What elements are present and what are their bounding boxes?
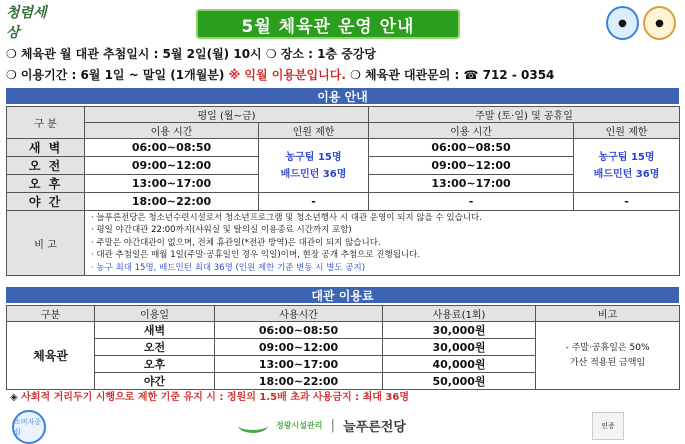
rule-max: 최대 36명: [362, 392, 410, 403]
col-gubun: 구 분: [7, 107, 85, 139]
remarks-label: 비 고: [7, 211, 85, 276]
certification-seal-icon: 인증: [592, 412, 624, 440]
fee-day: 오전: [95, 339, 215, 356]
weekend-limit-badminton: 배드민턴 36명: [593, 168, 660, 180]
usage-table: [6, 106, 680, 276]
fee-amount: 30,000원: [383, 339, 536, 356]
fees-header: 비고: [536, 306, 680, 322]
fee-time: 09:00~12:00: [215, 339, 383, 356]
fees-note-line: - 주말·공휴일은 50%: [565, 342, 650, 353]
fee-amount: 50,000원: [383, 373, 536, 390]
row-label: 오 후: [7, 175, 85, 193]
mascot-yellow-icon: ●: [643, 6, 676, 40]
fees-header: 구분: [7, 306, 95, 322]
weekday-limit-header: 인원 제한: [259, 123, 369, 139]
remark-item: · 늘푸른전당은 청소년수련시설로서 청소년프로그램 및 청소년행사 시 대관 운영이 되지 않을 수 있습니다.: [91, 212, 679, 224]
contact-phone: ❍ 체육관 대관문의 : ☎ 712 - 0354: [345, 68, 555, 82]
weekend-time: 13:00~17:00: [369, 175, 574, 193]
org-sub-name: 정왕시설관리: [276, 421, 323, 430]
org-logo: 청렴세상: [6, 5, 47, 41]
rule-text: 사회적 거리두기 시행으로 제한 기준 유지 시 : 정원의 1.5배 초과 사용금지 :: [21, 392, 363, 403]
usage-period: ❍ 이용기간 : 6월 1일 ~ 말일 (1개월분): [6, 68, 225, 82]
weekend-time: 06:00~08:50: [369, 139, 574, 157]
org-footer-logo: [238, 416, 406, 435]
mascot-blue-icon: ●: [606, 6, 639, 40]
weekend-header: 주말 (토·일) 및 공휴일: [369, 107, 680, 123]
weekend-limit: [574, 139, 680, 193]
fee-day: 오후: [95, 356, 215, 373]
fees-note-line: 가산 적용된 금액임: [569, 357, 646, 368]
next-month-note: ※ 익월 이용분입니다.: [224, 68, 346, 82]
logo-divider: |: [330, 418, 336, 433]
consumer-badge-icon: 소비자중심: [12, 410, 46, 444]
fee-amount: 40,000원: [383, 356, 536, 373]
remark-item-highlight: · 농구 최대 15명, 배드민턴 최대 36명 (인원 제한 기준 변동 시 별도 공지): [91, 262, 679, 274]
fees-header: 이용일: [95, 306, 215, 322]
fee-day: 새벽: [95, 322, 215, 339]
row-label: 새 벽: [7, 139, 85, 157]
fees-header: 사용시간: [215, 306, 383, 322]
lottery-info: ❍ 체육관 월 대관 추첨일시 : 5월 2일(월) 10시 ❍ 장소 : 1층 중강당: [6, 47, 376, 61]
weekday-limit-badminton: 배드민턴 36명: [280, 168, 347, 180]
weekday-limit-basketball: 농구팀 15명: [285, 151, 342, 163]
org-name: 늘푸른전당: [343, 420, 406, 435]
remark-item: · 평일 야간대관 22:00까지(샤워실 및 탈의실 이용종료 시간까지 포함): [91, 224, 679, 236]
row-label: 야 간: [7, 193, 85, 211]
fees-note: [536, 322, 680, 390]
fees-table: [6, 305, 680, 390]
weekday-time: 13:00~17:00: [85, 175, 259, 193]
weekday-header: 평일 (월~금): [85, 107, 369, 123]
weekend-time: -: [369, 193, 574, 211]
weekday-time: 18:00~22:00: [85, 193, 259, 211]
weekend-limit-basketball: 농구팀 15명: [598, 151, 655, 163]
weekday-limit: [259, 139, 369, 193]
weekday-time: 09:00~12:00: [85, 157, 259, 175]
weekend-limit-header: 인원 제한: [574, 123, 680, 139]
weekend-time-header: 이용 시간: [369, 123, 574, 139]
fee-day: 야간: [95, 373, 215, 390]
weekday-time-header: 이용 시간: [85, 123, 259, 139]
fee-time: 13:00~17:00: [215, 356, 383, 373]
mascot-group: [606, 6, 676, 40]
rule-bullet: ◈: [10, 392, 22, 403]
page-title: 5월 체육관 운영 안내: [196, 9, 460, 39]
fee-amount: 30,000원: [383, 322, 536, 339]
remarks-list: [85, 211, 680, 276]
night-weekend-limit: -: [574, 193, 680, 211]
weekday-time: 06:00~08:50: [85, 139, 259, 157]
distancing-rule: [10, 388, 409, 403]
org-symbol-icon: [238, 418, 268, 433]
usage-period-info: [6, 66, 554, 83]
bottom-logo-bar: [0, 408, 685, 441]
fee-time: 18:00~22:00: [215, 373, 383, 390]
fee-time: 06:00~08:50: [215, 322, 383, 339]
usage-section-title: 이용 안내: [6, 88, 679, 104]
facility-name: 체육관: [7, 322, 95, 390]
remark-item: · 주말은 야간대관이 없으며, 전체 휴관일(*전관 방역)은 대관이 되지 않습니다.: [91, 237, 679, 249]
remark-item: · 대관 추첨일은 매월 1일(주말·공휴일인 경우 익일)이며, 현장 공개 추첨으로 진행됩니다.: [91, 249, 679, 261]
night-weekday-limit: -: [259, 193, 369, 211]
fees-header: 사용료(1회): [383, 306, 536, 322]
weekend-time: 09:00~12:00: [369, 157, 574, 175]
row-label: 오 전: [7, 157, 85, 175]
fees-section-title: 대관 이용료: [6, 287, 679, 303]
